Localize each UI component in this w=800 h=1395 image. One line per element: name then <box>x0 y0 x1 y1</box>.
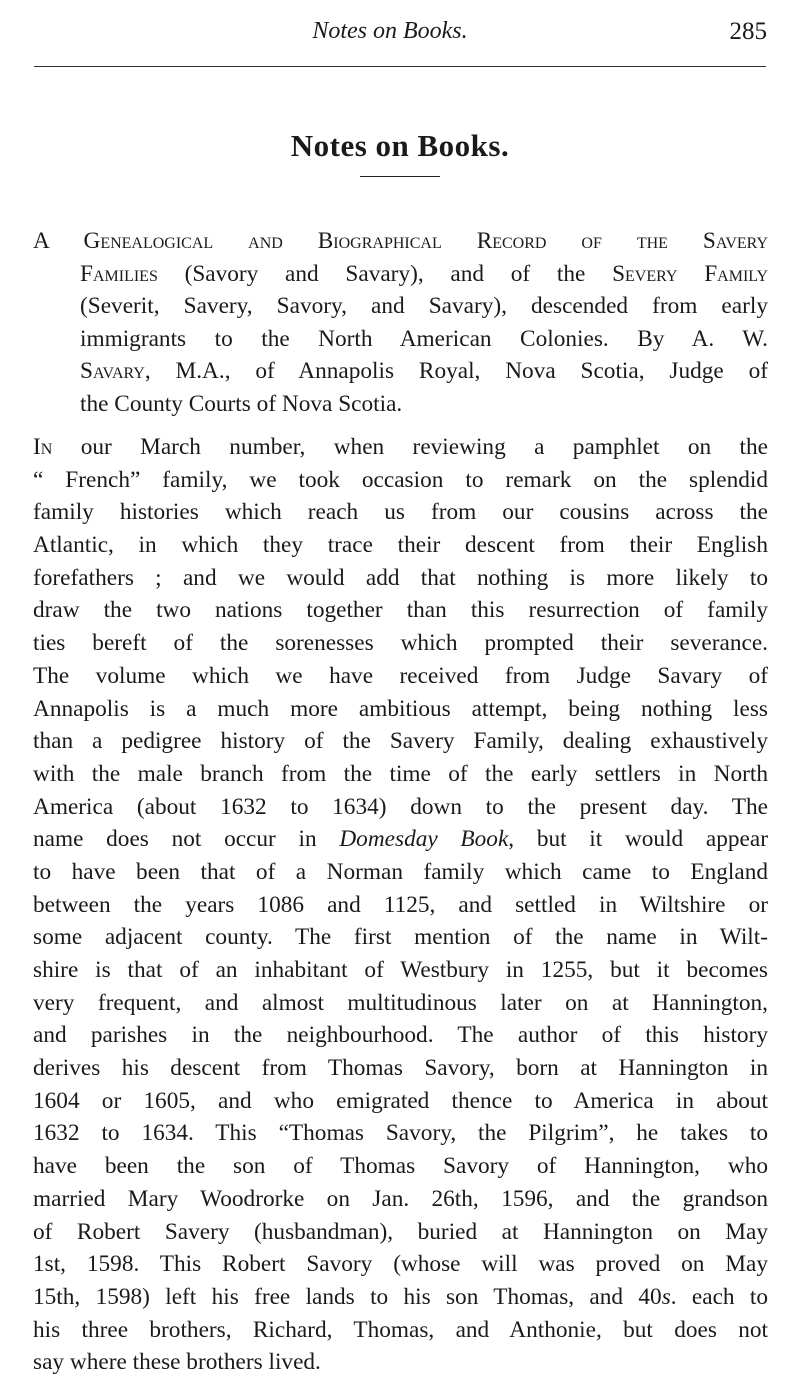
text-segment: some adjacent county. The first mention of the name in Wilt- <box>33 924 768 951</box>
running-head-title: Notes on Books. <box>312 18 468 44</box>
entry-line <box>33 225 768 258</box>
body-line <box>33 693 768 726</box>
text-segment: “ French” family, we took occasion to remark on the splendid <box>33 466 768 493</box>
text-segment: Domesday Book <box>339 826 509 853</box>
text-segment: married Mary Woodrorke on Jan. 26th, 1596, and the grandson <box>33 1185 768 1212</box>
body-line <box>33 464 768 497</box>
text-segment: of Robert Savery (husbandman), buried at Hannington on May <box>33 1218 768 1245</box>
text-segment: than a pedigree history of the Savery Family, dealing exhaustively <box>33 728 768 755</box>
body-line <box>33 1117 768 1150</box>
section-title: Notes on Books. <box>290 128 510 163</box>
text-segment: between the years 1086 and 1125, and settled in Wiltshire or <box>33 891 768 918</box>
text-segment: America (about 1632 to 1634) down to the present day. The <box>33 793 768 820</box>
text-segment: Severy Family <box>612 260 768 287</box>
text-segment: 15th, 1598) left his free lands to his son Thomas, and 40 <box>33 1283 662 1310</box>
body-line <box>33 921 768 954</box>
body-line <box>33 1085 768 1118</box>
text-segment: (Savory and Savary), and of the <box>157 260 613 287</box>
body-line <box>33 954 768 987</box>
body-line <box>33 725 768 758</box>
text-segment: name does not occur in <box>33 826 340 853</box>
text-segment: forefathers ; and we would add that nothing is more likely to <box>33 564 768 591</box>
text-segment: to have been that of a Norman family which came to England <box>33 858 768 885</box>
text-segment: derives his descent from Thomas Savory, born at Hannington in <box>33 1055 768 1082</box>
page-number: 285 <box>729 18 767 45</box>
body-line <box>33 889 768 922</box>
text-segment: 1604 or 1605, and who emigrated thence to America in about <box>33 1087 768 1114</box>
body-line <box>33 1346 768 1379</box>
text-segment: Savary <box>80 358 145 384</box>
text-segment: very frequent, and almost multitudinous later on at Hannington, <box>33 989 768 1016</box>
text-segment: 1st, 1598. This Robert Savory (whose will was proved on May <box>33 1251 768 1278</box>
text-segment: with the male branch from the time of the early settlers in North <box>33 760 768 787</box>
text-segment: , M.A., of Annapolis Royal, Nova Scotia, Judge of <box>144 358 768 384</box>
text-segment: immigrants to the North American Colonies. By A. W. <box>80 325 768 352</box>
text-segment: our March number, when reviewing a pamphlet on the <box>52 434 768 460</box>
text-segment: shire is that of an inhabitant of Westbury in 1255, but it becomes <box>33 957 768 983</box>
text-segment: The volume which we have received from Judge Savary of <box>33 662 768 689</box>
text-segment: ties bereft of the sorenesses which prompted their severance. <box>33 630 768 657</box>
body-line <box>33 594 768 627</box>
text-segment: his three brothers, Richard, Thomas, and Anthonie, but does not <box>33 1316 768 1343</box>
text-segment: 1632 to 1634. This “Thomas Savory, the Pilgrim”, he takes to <box>33 1120 768 1147</box>
entry-line <box>33 355 768 388</box>
body-line <box>33 627 768 660</box>
body-line <box>33 529 768 562</box>
body-line <box>33 1216 768 1249</box>
body-line <box>33 1248 768 1281</box>
text-segment: and parishes in the neighbourhood. The author of this history <box>33 1022 768 1049</box>
body-line <box>33 1150 768 1183</box>
header-rule <box>34 66 766 67</box>
review-body <box>33 431 768 1379</box>
body-line <box>33 431 768 464</box>
entry-line <box>33 290 768 323</box>
entry-line <box>33 323 768 356</box>
text-segment: family histories which reach us from our cousins across the <box>33 499 768 526</box>
title-rule <box>360 176 440 177</box>
body-line <box>33 1052 768 1085</box>
text-segment: Atlantic, in which they trace their descent from their English <box>33 532 768 559</box>
body-line <box>33 856 768 889</box>
text-segment: Families <box>80 260 158 287</box>
text-segment: , but it would appear <box>508 826 768 853</box>
body-line <box>33 758 768 791</box>
text-segment: draw the two nations together than this resurrection of family <box>33 597 768 624</box>
entry-line <box>33 388 768 421</box>
text-segment: (Severit, Savery, Savory, and Savary), descended from early <box>80 293 768 319</box>
body-line <box>33 496 768 529</box>
body-line <box>33 1281 768 1314</box>
body-line <box>33 1019 768 1052</box>
text-segment: A Genealogical and Biographical Record of the Savery <box>33 228 768 254</box>
body-line <box>33 791 768 824</box>
body-line <box>33 1314 768 1347</box>
body-line <box>33 562 768 595</box>
text-segment: the County Courts of Nova Scotia. <box>80 390 403 417</box>
body-line <box>33 823 768 856</box>
book-entry-heading <box>33 225 768 420</box>
text-segment: Annapolis is a much more ambitious attempt, being nothing less <box>33 695 768 722</box>
text-segment: s <box>661 1283 671 1310</box>
body-line <box>33 987 768 1020</box>
body-line <box>33 660 768 693</box>
entry-line <box>33 258 768 291</box>
text-segment: In <box>33 434 53 460</box>
text-segment: . each to <box>670 1283 769 1310</box>
text-segment: have been the son of Thomas Savory of Hannington, who <box>33 1153 768 1180</box>
body-line <box>33 1183 768 1216</box>
text-segment: say where these brothers lived. <box>33 1349 321 1376</box>
